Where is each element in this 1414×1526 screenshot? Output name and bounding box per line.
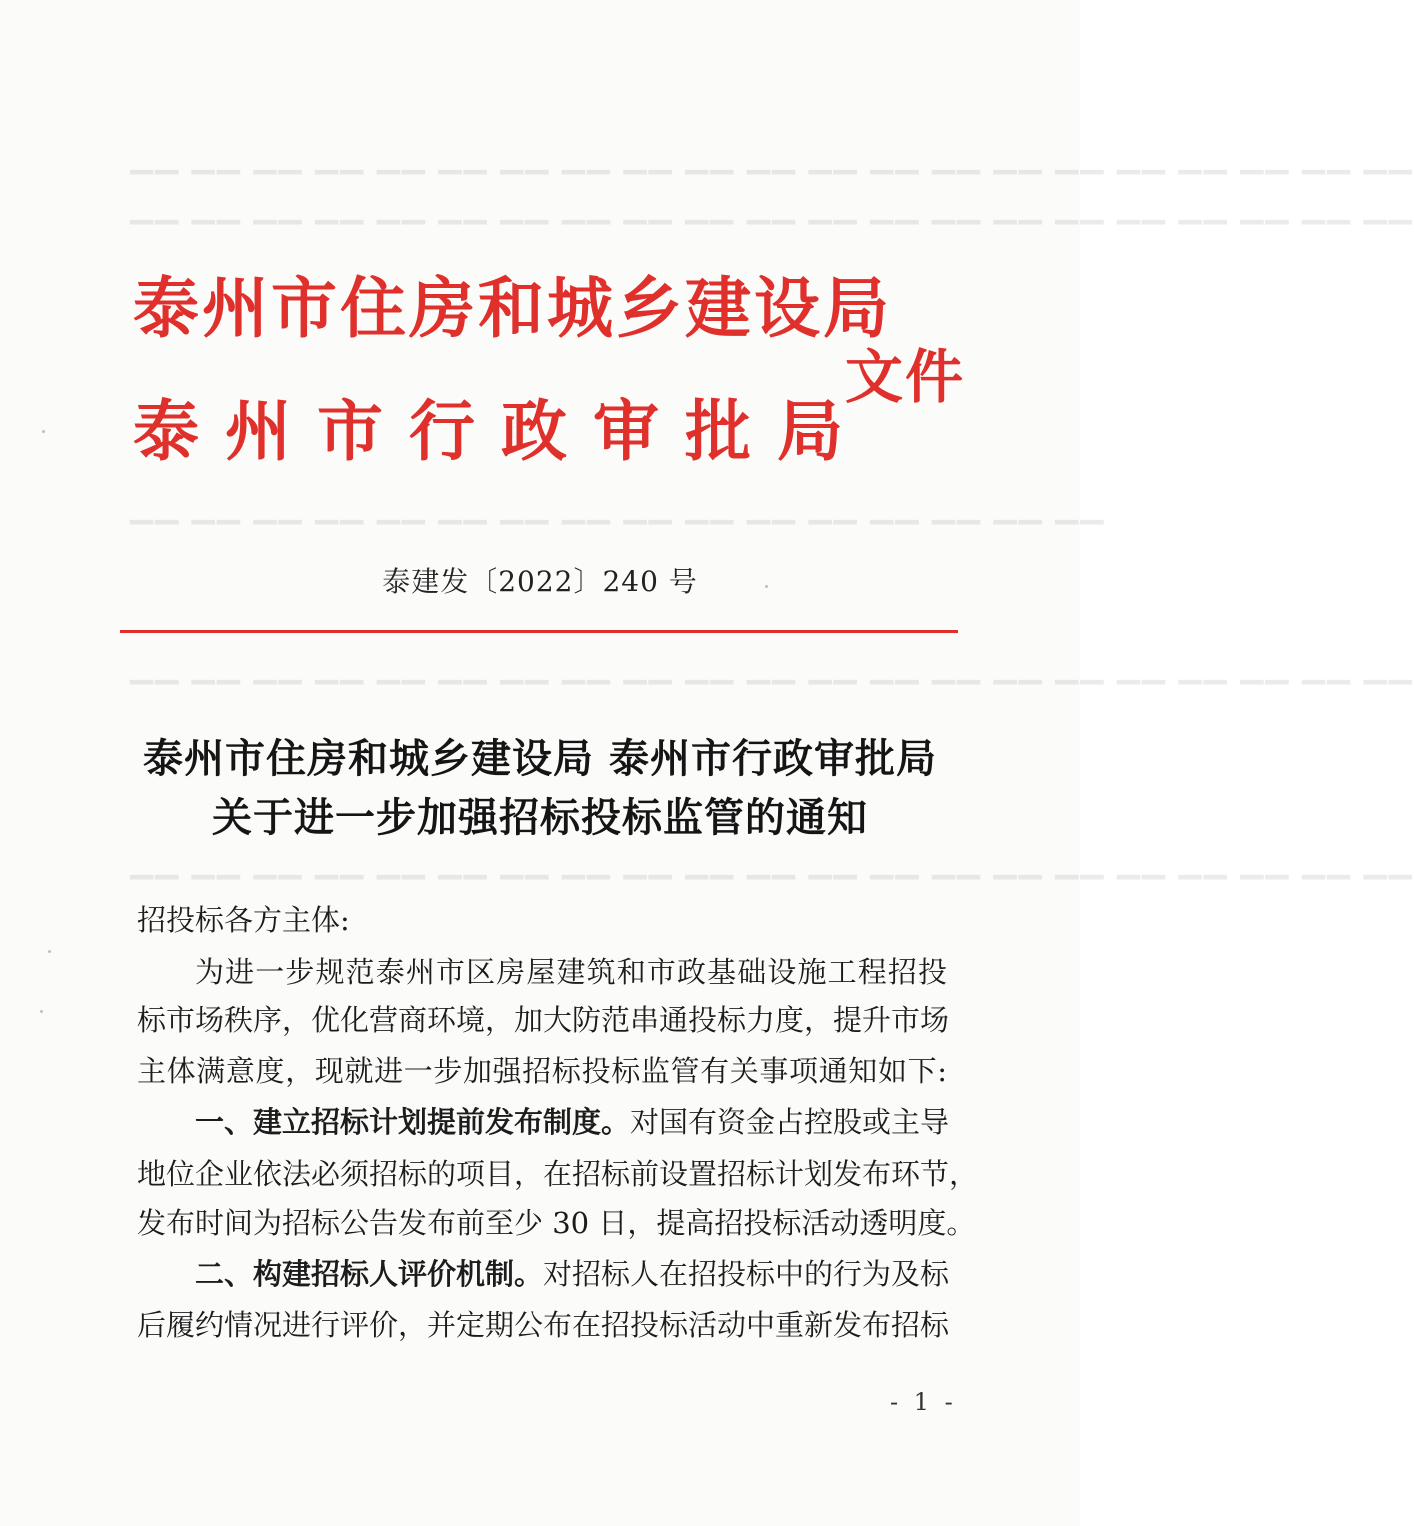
item-1-heading: 一、建立招标计划提前发布制度。 [195,1105,631,1139]
intro-line: 为进一步规范泰州市区房屋建筑和市政基础设施工程招投 [195,955,947,989]
issuing-agency-2: 泰州市行政审批局 [133,392,869,470]
item-1-line: 发布时间为招标公告发布前至少 30 日，提高招投标活动透明度。 [137,1206,976,1240]
intro-line: 标市场秩序，优化营商环境，加大防范串通投标力度，提升市场 [137,1003,950,1037]
document-title-line-2: 关于进一步加强招标投标监管的通知 [212,794,868,841]
show-through-line: ▁▁ ▁▁ ▁▁ ▁▁ ▁▁ ▁▁ ▁▁ ▁▁ ▁▁ ▁▁ ▁▁ ▁▁ ▁▁ ▁▁ ▁▁ ▁▁ [130,490,1106,525]
document-title-line-1: 泰州市住房和城乡建设局 泰州市行政审批局 [143,735,937,782]
scan-speck [42,430,45,433]
red-divider-line [120,630,958,633]
document-number: 泰建发〔2022〕240 号 [382,565,698,598]
show-through-line: ▁▁ ▁▁ ▁▁ ▁▁ ▁▁ ▁▁ ▁▁ ▁▁ ▁▁ ▁▁ ▁▁ ▁▁ ▁▁ ▁▁ ▁▁ ▁▁ ▁▁ ▁▁ ▁▁ ▁▁ ▁▁ [130,190,1414,225]
show-through-line: ▁▁ ▁▁ ▁▁ ▁▁ ▁▁ ▁▁ ▁▁ ▁▁ ▁▁ ▁▁ ▁▁ ▁▁ ▁▁ ▁▁ ▁▁ ▁▁ ▁▁ ▁▁ ▁▁ ▁▁ ▁▁ [130,845,1414,880]
item-2-heading: 二、构建招标人评价机制。 [195,1257,544,1291]
item-2-first-line [195,1252,950,1293]
document-type-label: 文件 [845,343,966,411]
item-1-text: 对国有资金占控股或主导 [630,1105,950,1139]
item-2-line: 后履约情况进行评价，并定期公布在招投标活动中重新发布招标 [137,1308,950,1342]
item-1-line: 地位企业依法必须招标的项目，在招标前设置招标计划发布环节， [137,1157,979,1191]
scan-speck [48,950,51,953]
salutation: 招投标各方主体: [137,903,350,937]
item-1-first-line [195,1100,950,1141]
intro-line: 主体满意度，现就进一步加强招标投标监管有关事项通知如下: [137,1054,947,1088]
scan-speck [40,1010,43,1013]
show-through-line: ▁▁ ▁▁ ▁▁ ▁▁ ▁▁ ▁▁ ▁▁ ▁▁ ▁▁ ▁▁ ▁▁ ▁▁ ▁▁ ▁▁ ▁▁ ▁▁ ▁▁ ▁▁ ▁▁ ▁▁ ▁▁ [130,140,1414,175]
item-2-text: 对招标人在招投标中的行为及标 [543,1257,950,1291]
show-through-line: ▁▁ ▁▁ ▁▁ ▁▁ ▁▁ ▁▁ ▁▁ ▁▁ ▁▁ ▁▁ ▁▁ ▁▁ ▁▁ ▁▁ ▁▁ ▁▁ ▁▁ ▁▁ ▁▁ ▁▁ ▁▁ [130,650,1414,685]
issuing-agency-1: 泰州市住房和城乡建设局 [133,269,892,347]
page-number: - 1 - [890,1388,957,1416]
